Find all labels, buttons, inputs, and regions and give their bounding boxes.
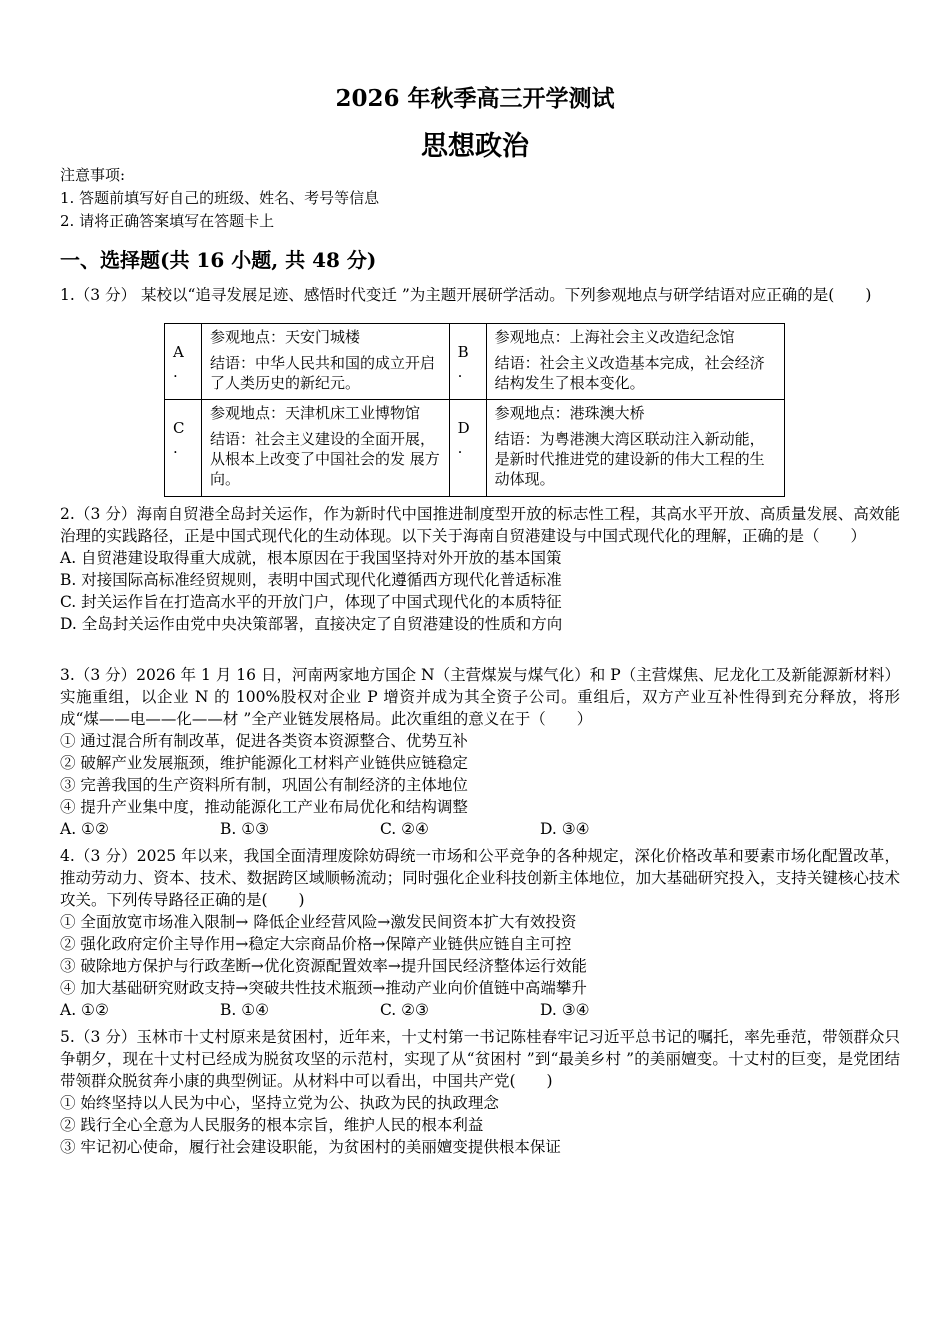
option-d: D. 全岛封关运作由党中央决策部署，直接决定了自贸港建设的性质和方向	[60, 615, 563, 633]
option-site: 参观地点：天津机床工业博物馆	[210, 403, 421, 422]
option-a: A. 自贸港建设取得重大成就，根本原因在于我国坚持对外开放的基本国策	[60, 549, 562, 567]
option-d-content	[486, 399, 784, 496]
section-heading: 一、选择题(共 16 小题, 共 48 分)	[60, 248, 377, 272]
answer-d: D. ③④	[540, 820, 590, 838]
question-5	[60, 1026, 900, 1158]
option-conclusion: 结语：中华人民共和国的成立开启了人类历史的新纪元。	[210, 354, 436, 392]
statement-item: ④ 加大基础研究财政支持→突破共性技术瓶颈→推动产业向价值链中高端攀升	[60, 979, 587, 997]
answer-c: C. ②④	[380, 820, 429, 838]
option-a-content	[202, 324, 450, 400]
notes-item: 1. 答题前填写好自己的班级、姓名、考号等信息	[60, 189, 380, 207]
answer-b: B. ①③	[220, 820, 270, 838]
question-stem: 3.（3 分）2026 年 1 月 16 日，河南两家地方国企 N（主营煤炭与煤气化）和 P（主营煤焦、尼龙化工及新能源新材料）实施重组，以企业 N 的 100%股权对企业 P 增资并成为其全资子公司。重组后，双方产业互补性得到充分释放，将形成“煤——电——化——材 ”全产业链发展格局。此次重组的意义在于（ ）	[60, 666, 900, 728]
question-1	[60, 284, 900, 306]
question-4	[60, 845, 900, 1021]
answer-options	[60, 999, 900, 1021]
statement-item: ② 破解产业发展瓶颈，维护能源化工材料产业链供应链稳定	[60, 754, 468, 772]
statement-item: ② 践行全心全意为人民服务的根本宗旨，维护人民的根本利益	[60, 1116, 484, 1134]
option-label-d: D .	[449, 399, 486, 496]
exam-title: 2026 年秋季高三开学测试	[335, 85, 615, 112]
option-conclusion: 结语：社会主义改造基本完成，社会经济结构发生了根本变化。	[494, 354, 765, 392]
question-1-options-table	[164, 323, 785, 497]
answer-c: C. ②③	[380, 1001, 429, 1019]
exam-subject: 思想政治	[421, 131, 529, 162]
option-c: C. 封关运作旨在打造高水平的开放门户，体现了中国式现代化的本质特征	[60, 593, 562, 611]
option-site: 参观地点：港珠澳大桥	[494, 403, 645, 422]
statement-item: ④ 提升产业集中度，推动能源化工产业布局优化和结构调整	[60, 798, 468, 816]
statement-item: ② 强化政府定价主导作用→稳定大宗商品价格→保障产业链供应链自主可控	[60, 935, 572, 953]
option-conclusion: 结语：为粤港澳大湾区联动注入新动能，是新时代推进党的建设新的伟大工程的生动体现。	[494, 429, 765, 488]
question-stem: 2.（3 分）海南自贸港全岛封关运作，作为新时代中国推进制度型开放的标志性工程，其高水平开放、高质量发展、高效能治理的实践路径，正是中国式现代化的生动体现。以下关于海南自贸港建设与中国式现代化的理解，正确的是（ ）	[60, 505, 900, 545]
statement-item: ① 始终坚持以人民为中心，坚持立党为公、执政为民的执政理念	[60, 1094, 499, 1112]
statement-item: ③ 牢记初心使命，履行社会建设职能，为贫困村的美丽嬗变提供根本保证	[60, 1138, 561, 1156]
option-b: B. 对接国际高标准经贸规则，表明中国式现代化遵循西方现代化普适标准	[60, 571, 562, 589]
question-stem: 5.（3 分）玉林市十丈村原来是贫困村，近年来，十丈村第一书记陈桂春牢记习近平总书记的嘱托，率先垂范，带领群众只争朝夕，现在十丈村已经成为脱贫攻坚的示范村，实现了从“贫困村 ”到“最美乡村 ”的美丽嬗变。十丈村的巨变，是党团结带领群众脱贫奔小康的典型例证。从材料中可以看出，中国共产党( )	[60, 1028, 900, 1090]
notes-section	[60, 164, 379, 233]
notes-item: 2. 请将正确答案填写在答题卡上	[60, 212, 275, 230]
statement-item: ① 通过混合所有制改革，促进各类资本资源整合、优势互补	[60, 732, 468, 750]
option-site: 参观地点：天安门城楼	[210, 328, 361, 346]
answer-a: A. ①②	[60, 820, 109, 838]
answer-a: A. ①②	[60, 1001, 109, 1019]
statement-item: ③ 完善我国的生产资料所有制，巩固公有制经济的主体地位	[60, 776, 468, 794]
answer-options	[60, 818, 900, 840]
question-2	[60, 503, 900, 635]
question-stem: 1.（3 分） 某校以“追寻发展足迹、感悟时代变迁 ”为主题开展研学活动。下列参观地点与研学结语对应正确的是( )	[60, 286, 872, 304]
option-label-a: A .	[165, 324, 202, 400]
option-label-b: B .	[449, 324, 486, 400]
statement-item: ③ 破除地方保护与行政垄断→优化资源配置效率→提升国民经济整体运行效能	[60, 957, 587, 975]
question-3	[60, 664, 900, 840]
option-c-content	[202, 399, 450, 496]
option-site: 参观地点：上海社会主义改造纪念馆	[494, 328, 735, 346]
option-label-c: C .	[165, 399, 202, 496]
answer-d: D. ③④	[540, 1001, 590, 1019]
notes-heading: 注意事项:	[60, 166, 126, 184]
option-b-content	[486, 324, 784, 400]
answer-b: B. ①④	[220, 1001, 270, 1019]
option-conclusion: 结语：社会主义建设的全面开展，从根本上改变了中国社会的发 展方向。	[210, 429, 440, 488]
question-stem: 4.（3 分）2025 年以来，我国全面清理废除妨碍统一市场和公平竞争的各种规定，深化价格改革和要素市场化配置改革，推动劳动力、资本、技术、数据跨区域顺畅流动；同时强化企业科技创新主体地位，加大基础研究投入，支持关键核心技术攻关。下列传导路径正确的是( )	[60, 847, 900, 909]
statement-item: ① 全面放宽市场准入限制→ 降低企业经营风险→激发民间资本扩大有效投资	[60, 913, 577, 931]
